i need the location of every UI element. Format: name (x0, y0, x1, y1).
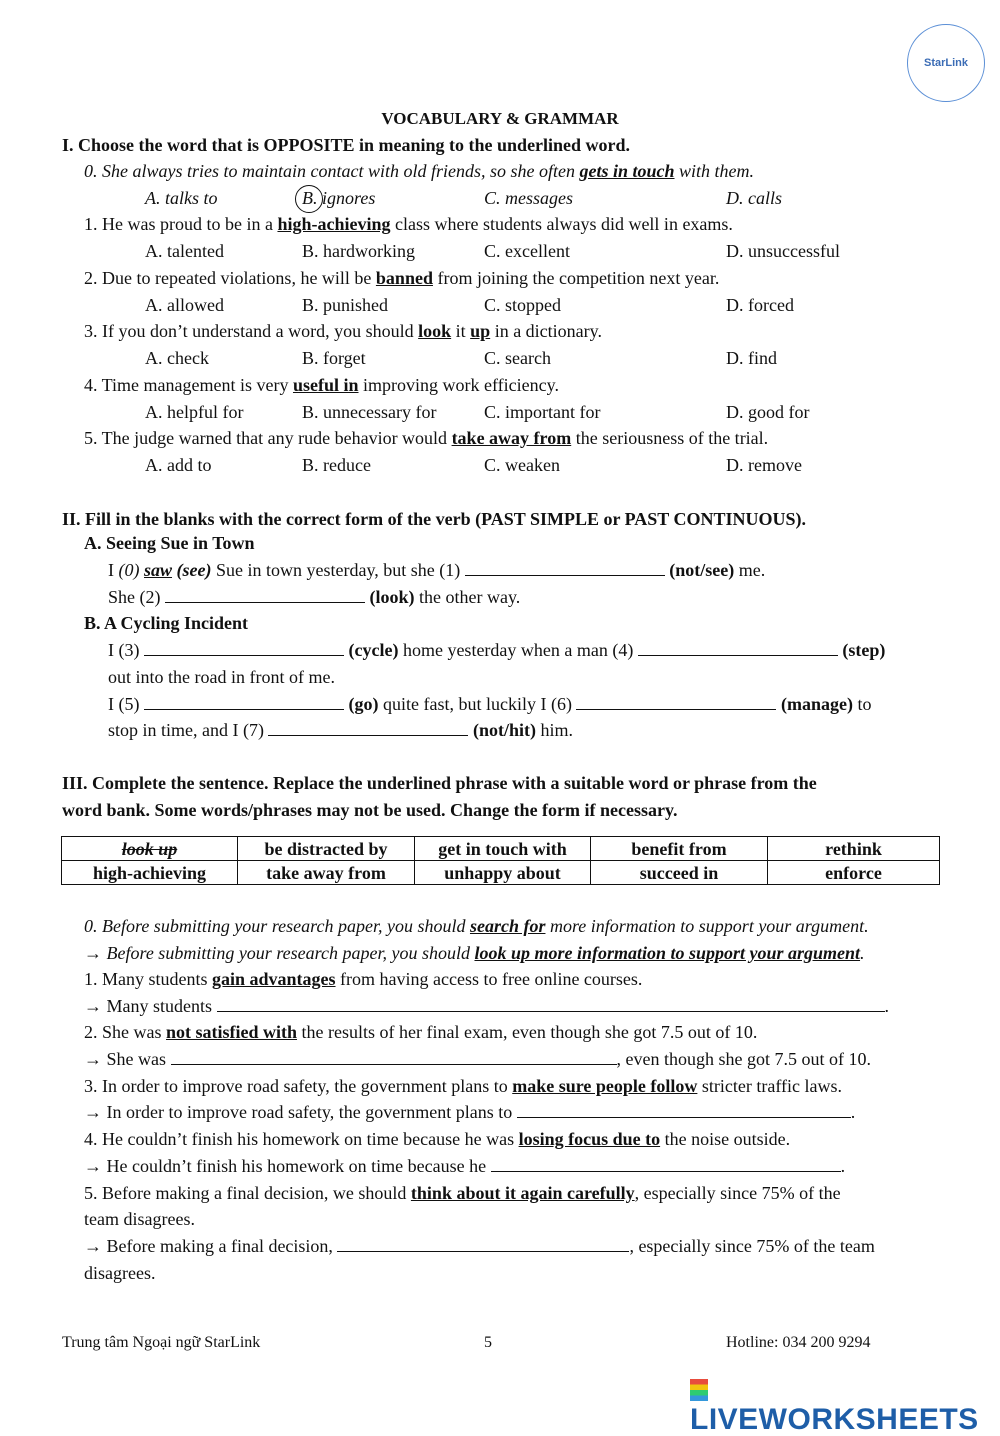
part3-example-answer: → Before submitting your research paper, you should look up more information to support your argument. (84, 943, 865, 963)
underlined-word: gets in touch (579, 161, 675, 181)
part2-a-title: A. Seeing Sue in Town (84, 533, 255, 553)
q4-option-c[interactable]: C. important for (484, 402, 601, 422)
q1-option-b[interactable]: B. hardworking (302, 241, 415, 261)
part3-rewrite-5-line2: disagrees. (84, 1263, 156, 1283)
part2-heading: II. Fill in the blanks with the correct form of the verb (PAST SIMPLE or PAST CONTINUOUS). (62, 509, 807, 529)
q3-option-c[interactable]: C. search (484, 348, 551, 368)
part3-question-4: 4. He couldn’t finish his homework on time because he was losing focus due to the noise outside. (84, 1129, 791, 1149)
part2-b-line4: stop in time, and I (7) (not/hit) him. (108, 720, 573, 740)
liveworksheets-icon (690, 1379, 708, 1401)
q1-option-a[interactable]: A. talented (145, 241, 224, 261)
part1-question-5: 5. The judge warned that any rude behavior would take away from the seriousness of the trial. (84, 428, 769, 448)
word-bank-cell: take away from (238, 861, 415, 885)
word-bank-cell: look up (62, 837, 238, 861)
q1-option-c[interactable]: C. excellent (484, 241, 570, 261)
part3-rewrite-1: → Many students . (84, 996, 889, 1016)
rewrite-blank-4[interactable] (491, 1157, 841, 1172)
example-answer: saw (144, 560, 173, 580)
blank-4[interactable] (638, 641, 838, 656)
q2-option-b[interactable]: B. punished (302, 295, 389, 315)
part3-rewrite-2: → She was , even though she got 7.5 out of 10. (84, 1049, 871, 1069)
part2-a-line2: She (2) (look) the other way. (108, 587, 521, 607)
example-option-c[interactable]: C. messages (484, 188, 573, 208)
word-bank-row (62, 861, 940, 885)
blank-5[interactable] (144, 695, 344, 710)
part1-question-3: 3. If you don’t understand a word, you should look it up in a dictionary. (84, 321, 602, 341)
part3-example: 0. Before submitting your research paper, you should search for more information to support your argument. (84, 916, 869, 936)
q2-option-a[interactable]: A. allowed (145, 295, 224, 315)
word-bank-cell: rethink (768, 837, 940, 861)
part3-question-5: 5. Before making a final decision, we should think about it again carefully, especially since 75% of the (84, 1183, 841, 1203)
q4-option-a[interactable]: A. helpful for (145, 402, 244, 422)
blank-2[interactable] (165, 588, 365, 603)
q2-option-c[interactable]: C. stopped (484, 295, 562, 315)
example-option-a[interactable]: A. talks to (145, 188, 218, 208)
part3-question-5-line2: team disagrees. (84, 1209, 195, 1229)
part1-question-1: 1. He was proud to be in a high-achieving class where students always did well in exams. (84, 214, 733, 234)
page-title: VOCABULARY & GRAMMAR (381, 109, 619, 128)
rewrite-blank-2[interactable] (171, 1050, 617, 1065)
word-bank-table (61, 836, 940, 885)
blank-7[interactable] (268, 721, 468, 736)
part1-example: 0. She always tries to maintain contact with old friends, so she often gets in touch with them. (84, 161, 755, 181)
part2-b-line1: I (3) (cycle) home yesterday when a man (4) (step) (108, 640, 886, 660)
blank-1[interactable] (465, 561, 665, 576)
blank-6[interactable] (576, 695, 776, 710)
word-bank-row (62, 837, 940, 861)
liveworksheets-watermark: LIVEWORKSHEETS (690, 1375, 1000, 1435)
q4-option-b[interactable]: B. unnecessary for (302, 402, 437, 422)
footer-hotline: Hotline: 034 200 9294 (726, 1334, 871, 1351)
word-bank-cell: high-achieving (62, 861, 238, 885)
part3-heading-line2: word bank. Some words/phrases may not be used. Change the form if necessary. (62, 800, 678, 820)
q5-option-a[interactable]: A. add to (145, 455, 212, 475)
part3-question-2: 2. She was not satisfied with the results of her final exam, even though she got 7.5 out of 10. (84, 1022, 758, 1042)
footer-center-name: Trung tâm Ngoại ngữ StarLink (62, 1334, 261, 1351)
footer-page-number: 5 (484, 1334, 492, 1351)
part3-question-3: 3. In order to improve road safety, the government plans to make sure people follow stricter traffic laws. (84, 1076, 842, 1096)
q3-option-b[interactable]: B. forget (302, 348, 366, 368)
word-bank-cell: be distracted by (238, 837, 415, 861)
word-bank-cell: benefit from (591, 837, 768, 861)
starlink-logo (907, 24, 985, 102)
q5-option-d[interactable]: D. remove (726, 455, 802, 475)
rewrite-blank-3[interactable] (517, 1103, 851, 1118)
q1-option-d[interactable]: D. unsuccessful (726, 241, 840, 261)
part1-question-2: 2. Due to repeated violations, he will be banned from joining the competition next year. (84, 268, 720, 288)
word-bank-cell: get in touch with (415, 837, 591, 861)
logo-text: StarLink (923, 56, 968, 69)
part1-heading: I. Choose the word that is OPPOSITE in meaning to the underlined word. (62, 135, 631, 155)
example-option-b[interactable]: B. ignores (302, 188, 376, 208)
part3-rewrite-4: → He couldn’t finish his homework on time because he . (84, 1156, 846, 1176)
part1-question-4: 4. Time management is very useful in improving work efficiency. (84, 375, 559, 395)
q5-option-c[interactable]: C. weaken (484, 455, 560, 475)
q5-option-b[interactable]: B. reduce (302, 455, 371, 475)
q3-option-a[interactable]: A. check (145, 348, 209, 368)
part2-a-line1: I (0) saw (see) Sue in town yesterday, but she (1) (not/see) me. (108, 560, 766, 580)
q4-option-d[interactable]: D. good for (726, 402, 810, 422)
part2-b-title: B. A Cycling Incident (84, 613, 249, 633)
word-bank-cell: succeed in (591, 861, 768, 885)
rewrite-blank-1[interactable] (217, 997, 885, 1012)
part2-b-line2: out into the road in front of me. (108, 667, 335, 687)
word-bank-cell: enforce (768, 861, 940, 885)
q2-option-d[interactable]: D. forced (726, 295, 794, 315)
part3-rewrite-3: → In order to improve road safety, the government plans to . (84, 1102, 856, 1122)
blank-3[interactable] (144, 641, 344, 656)
part2-b-line3: I (5) (go) quite fast, but luckily I (6) (manage) to (108, 694, 872, 714)
part3-rewrite-5: → Before making a final decision, , especially since 75% of the team (84, 1236, 875, 1256)
part3-question-1: 1. Many students gain advantages from having access to free online courses. (84, 969, 643, 989)
word-bank-cell: unhappy about (415, 861, 591, 885)
q3-option-d[interactable]: D. find (726, 348, 777, 368)
example-option-d[interactable]: D. calls (726, 188, 782, 208)
rewrite-blank-5[interactable] (337, 1237, 629, 1252)
part3-heading-line1: III. Complete the sentence. Replace the underlined phrase with a suitable word or phrase from the (62, 773, 817, 793)
